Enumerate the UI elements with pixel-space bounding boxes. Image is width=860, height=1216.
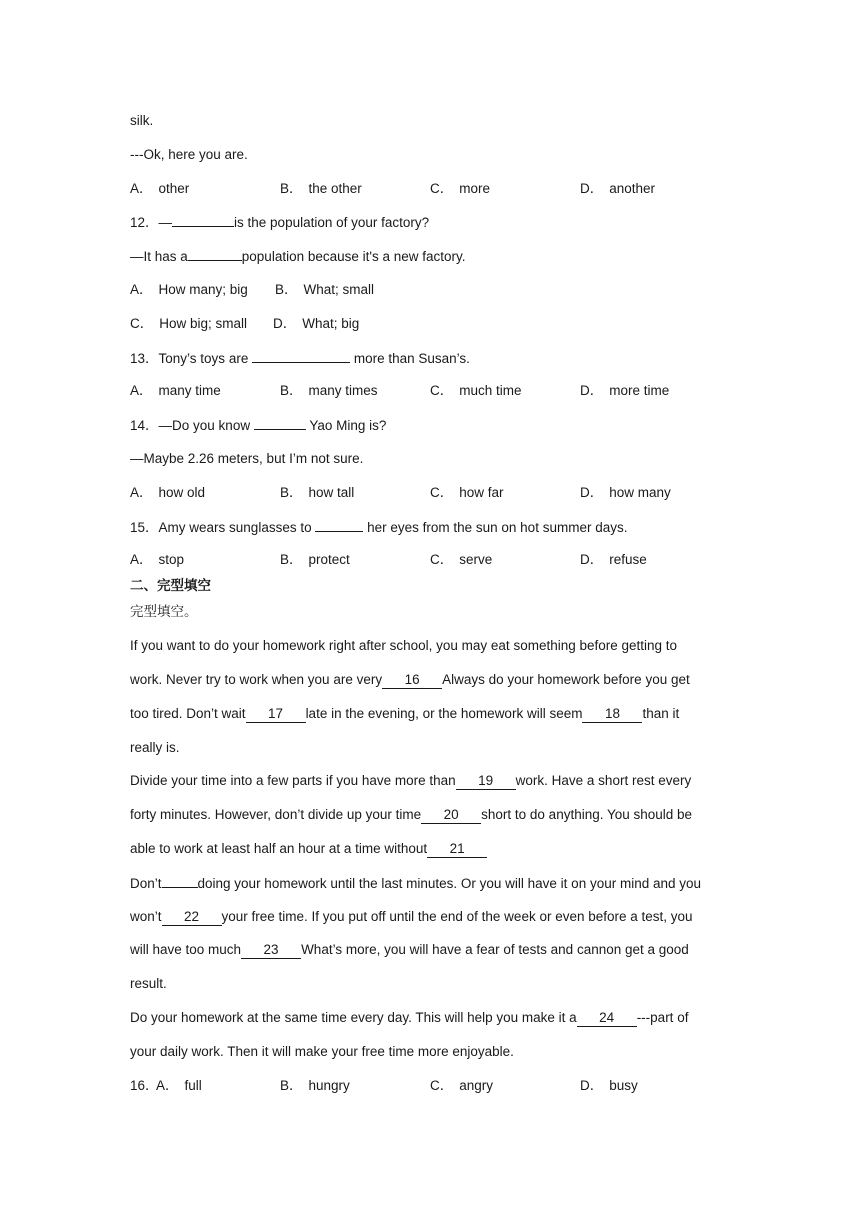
answer-blank <box>162 872 198 888</box>
option-b: B． the other <box>280 180 362 196</box>
question-14-options <box>130 482 740 516</box>
option-b: B． how tall <box>280 484 355 500</box>
question-13-stem: 13．Tony’s toys are more than Susan’s. <box>130 347 740 381</box>
answer-blank <box>172 211 234 227</box>
question-number: 13． <box>130 350 159 366</box>
blank-23: 23 <box>241 942 301 959</box>
option-d: D． What; big <box>273 315 360 331</box>
passage-line: able to work at least half an hour at a time without 21 <box>130 838 740 872</box>
option-c: C． angry <box>430 1077 494 1093</box>
question-16-options <box>130 1075 740 1109</box>
option-d: D． another <box>580 180 656 196</box>
option-a: A． how old <box>130 484 206 500</box>
passage-line: If you want to do your homework right after school, you may eat something before getting to <box>130 638 678 654</box>
option-a: A． other <box>130 180 190 196</box>
question-12-stem: 12．— is the population of your factory? <box>130 211 740 245</box>
section-subtitle: 完型填空。 <box>130 604 198 621</box>
blank-18: 18 <box>582 706 642 723</box>
question-13-options <box>130 380 740 414</box>
question-14-stem: 14．—Do you know Yao Ming is? <box>130 414 740 448</box>
passage-line: result. <box>130 976 167 992</box>
answer-blank <box>188 245 242 261</box>
passage-line: really is. <box>130 739 180 755</box>
option-b: B． many times <box>280 383 378 399</box>
question-12-line2: —It has a population because it's a new factory. <box>130 245 740 279</box>
question-11-options <box>130 178 740 212</box>
passage-line: will have too much 23 What’s more, you will have a fear of tests and cannon get a good <box>130 942 689 958</box>
blank-24: 24 <box>577 1010 637 1027</box>
blank-17: 17 <box>246 706 306 723</box>
option-b: B． protect <box>280 552 350 568</box>
blank-20: 20 <box>421 807 481 824</box>
text-answer: ---Ok, here you are. <box>130 146 248 162</box>
text-silk: silk. <box>130 113 154 128</box>
question-number: 16． <box>130 1077 159 1093</box>
question-12-options-row2 <box>130 313 740 347</box>
passage-line: Divide your time into a few parts if you have more than 19 work. Have a short rest every <box>130 773 692 789</box>
option-c: C． more <box>430 180 491 196</box>
answer-blank <box>252 347 350 363</box>
passage-line: your daily work. Then it will make your free time more enjoyable. <box>130 1043 514 1059</box>
option-c: C． How big; small <box>130 315 248 331</box>
passage-line: Don’t doing your homework until the last minutes. Or you will have it on your mind and you <box>130 872 740 906</box>
question-12-options-row1 <box>130 279 740 313</box>
option-d: D． how many <box>580 484 671 500</box>
question-15-stem: 15．Amy wears sunglasses to her eyes from the sun on hot summer days. <box>130 516 740 550</box>
blank-22: 22 <box>162 909 222 926</box>
question-number: 15． <box>130 519 159 535</box>
answer-blank <box>254 414 306 430</box>
question-15-options <box>130 549 740 575</box>
option-d: D． busy <box>580 1077 638 1093</box>
text-line <box>130 144 740 178</box>
text-line <box>130 110 740 144</box>
blank-21: 21 <box>427 841 487 858</box>
document-page <box>130 110 740 1108</box>
option-d: D． refuse <box>580 552 647 568</box>
option-b: B． What; small <box>275 281 375 297</box>
blank-19: 19 <box>456 773 516 790</box>
option-a: A． full <box>156 1077 202 1093</box>
question-14-line2: —Maybe 2.26 meters, but I’m not sure. <box>130 450 364 466</box>
blank-16: 16 <box>382 672 442 689</box>
passage-line: too tired. Don’t wait 17 late in the evening, or the homework will seem 18 than it <box>130 705 680 721</box>
passage-line: work. Never try to work when you are very 16 Always do your homework before you get <box>130 671 690 687</box>
question-number: 14． <box>130 418 159 434</box>
option-a: A． How many; big <box>130 281 248 297</box>
option-c: C． how far <box>430 484 504 500</box>
question-number: 12． <box>130 215 159 231</box>
option-b: B． hungry <box>280 1077 350 1093</box>
option-c: C． serve <box>430 552 493 568</box>
passage-line: forty minutes. However, don’t divide up your time 20 short to do anything. You should be <box>130 807 693 823</box>
section-title: 二、完型填空 <box>130 578 211 595</box>
option-a: A． stop <box>130 552 185 568</box>
option-c: C． much time <box>430 383 522 399</box>
answer-blank <box>315 516 363 532</box>
passage-line: Do your homework at the same time every day. This will help you make it a 24 ---part of <box>130 1009 689 1025</box>
option-d: D． more time <box>580 383 670 399</box>
passage-line: won’t 22 your free time. If you put off until the end of the week or even before a test, you <box>130 908 693 924</box>
option-a: A． many time <box>130 383 221 399</box>
